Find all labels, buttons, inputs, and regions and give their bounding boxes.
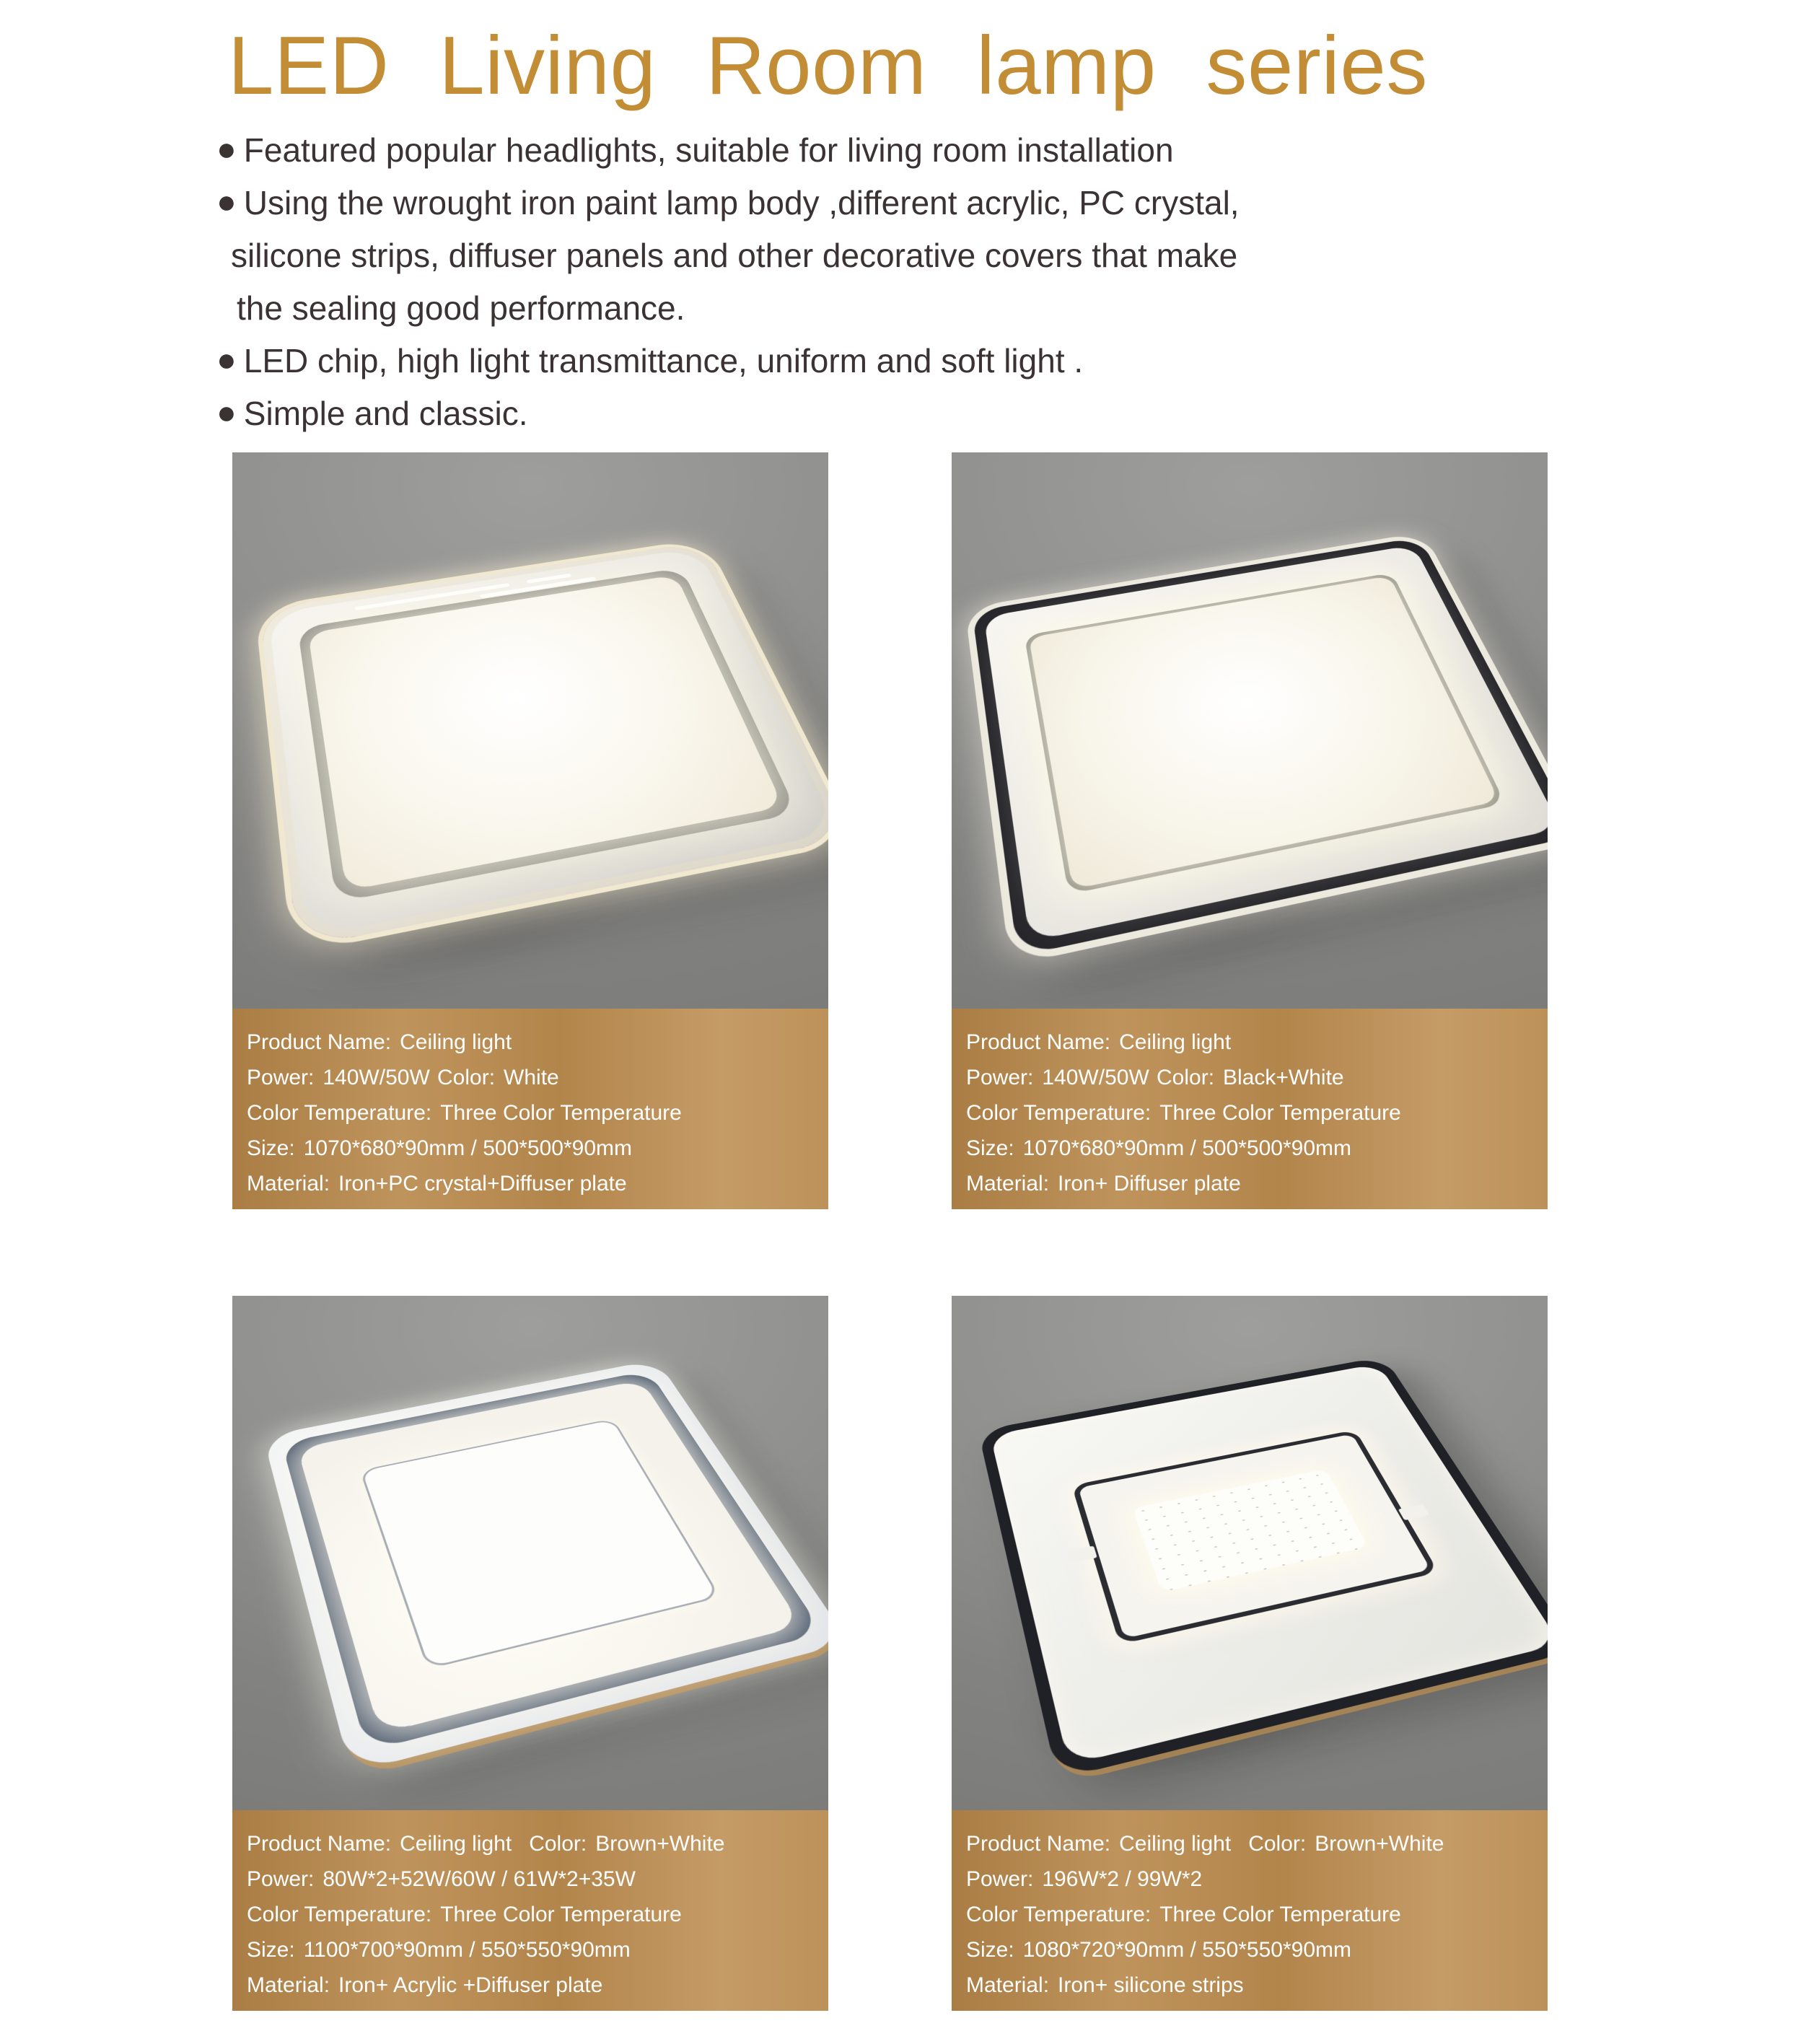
spec-label: Size: (247, 1938, 295, 1962)
spec-row (966, 1897, 1538, 1932)
feature-item-continuation (216, 229, 1558, 282)
spec-value: Brown+White (595, 1832, 725, 1856)
spec-row (966, 1166, 1538, 1201)
spec-value: Three Color Temperature (1159, 1101, 1401, 1125)
spec-row (247, 1826, 818, 1861)
feature-list (216, 124, 1558, 440)
spec-row (966, 1095, 1538, 1131)
bullet-icon: ● (216, 393, 237, 431)
bullet-icon: ● (216, 341, 237, 378)
feature-item (216, 387, 1558, 440)
spec-row (966, 1826, 1538, 1861)
feature-item-continuation (216, 282, 1558, 335)
spec-row (247, 1095, 818, 1131)
spec-row (966, 1968, 1538, 2003)
spec-label: Power: (966, 1066, 1034, 1089)
spec-row (247, 1025, 818, 1060)
spec-label: Color: (437, 1066, 496, 1089)
spec-label: Material: (966, 1973, 1050, 1997)
bullet-icon: ● (216, 130, 237, 167)
product-photo-3 (232, 1296, 828, 1810)
spec-value: Black+White (1223, 1066, 1344, 1089)
spec-row (247, 1861, 818, 1897)
lamp-scene (952, 1296, 1548, 1810)
product-photo-2 (952, 452, 1548, 1009)
spec-label: Product Name: (966, 1832, 1111, 1856)
spec-label: Color Temperature: (247, 1903, 432, 1926)
lamp-scene (232, 452, 828, 1009)
lamp-scene (232, 1296, 828, 1810)
spec-label: Color: (1248, 1832, 1307, 1856)
page-title: LED Living Room lamp series (228, 20, 1428, 112)
feature-text: LED chip, high light transmittance, uniform and soft light . (243, 342, 1084, 380)
spec-value: Ceiling light (1119, 1832, 1232, 1856)
spec-label: Size: (247, 1136, 295, 1160)
spec-value: White (504, 1066, 559, 1089)
spec-label: Material: (247, 1172, 330, 1196)
spec-row (966, 1932, 1538, 1968)
spec-value: Iron+ silicone strips (1058, 1973, 1244, 1997)
spec-row (247, 1897, 818, 1932)
spec-label: Color: (1157, 1066, 1215, 1089)
spec-value: Three Color Temperature (440, 1101, 682, 1125)
spec-label: Product Name: (966, 1030, 1111, 1054)
spec-row (966, 1861, 1538, 1897)
spec-value: 1070*680*90mm / 500*500*90mm (303, 1136, 633, 1160)
spec-value: Three Color Temperature (1159, 1903, 1401, 1926)
feature-item (216, 335, 1558, 387)
spec-row (966, 1131, 1538, 1166)
spec-row (247, 1060, 818, 1095)
spec-value: Brown+White (1315, 1832, 1444, 1856)
product-photo-4 (952, 1296, 1548, 1810)
spec-value: 80W*2+52W/60W / 61W*2+35W (323, 1867, 636, 1891)
spec-panel-1 (232, 1009, 828, 1209)
spec-panel-3 (232, 1810, 828, 2011)
bullet-icon: ● (216, 183, 237, 220)
spec-label: Material: (966, 1172, 1050, 1196)
product-photo-1 (232, 452, 828, 1009)
spec-label: Color Temperature: (966, 1903, 1152, 1926)
ceiling-lamp-illustration-1 (260, 541, 828, 948)
spec-label: Power: (247, 1867, 315, 1891)
spec-label: Color Temperature: (966, 1101, 1152, 1125)
ceiling-lamp-illustration-4 (978, 1356, 1548, 1778)
spec-panel-4 (952, 1810, 1548, 2011)
spec-value: 1100*700*90mm / 550*550*90mm (303, 1938, 631, 1962)
spec-row (247, 1968, 818, 2003)
feature-text: Featured popular headlights, suitable for living room installation (243, 131, 1174, 169)
spec-label: Material: (247, 1973, 330, 1997)
spec-row (966, 1025, 1538, 1060)
spec-label: Product Name: (247, 1832, 392, 1856)
spec-label: Product Name: (247, 1030, 392, 1054)
spec-value: Three Color Temperature (440, 1903, 682, 1926)
spec-value: Ceiling light (400, 1832, 512, 1856)
spec-value: 140W/50W (1042, 1066, 1149, 1089)
feature-item (216, 177, 1558, 229)
spec-label: Size: (966, 1938, 1014, 1962)
spec-value: Ceiling light (1119, 1030, 1232, 1054)
feature-text: the sealing good performance. (237, 289, 685, 327)
spec-value: 1070*680*90mm / 500*500*90mm (1022, 1136, 1352, 1160)
spec-label: Size: (966, 1136, 1014, 1160)
feature-text: Simple and classic. (243, 395, 528, 432)
spec-label: Color: (529, 1832, 587, 1856)
spec-row (966, 1060, 1538, 1095)
spec-panel-2 (952, 1009, 1548, 1209)
ceiling-lamp-illustration-2 (972, 537, 1548, 956)
feature-item (216, 124, 1558, 177)
spec-label: Power: (247, 1066, 315, 1089)
spec-label: Power: (966, 1867, 1034, 1891)
spec-value: 196W*2 / 99W*2 (1042, 1867, 1203, 1891)
spec-row (247, 1932, 818, 1968)
spec-value: Iron+ Diffuser plate (1058, 1172, 1241, 1196)
spec-value: Ceiling light (400, 1030, 512, 1054)
spec-row (247, 1166, 818, 1201)
spec-row (247, 1131, 818, 1166)
ceiling-lamp-illustration-3 (263, 1359, 828, 1773)
spec-value: 1080*720*90mm / 550*550*90mm (1022, 1938, 1352, 1962)
lamp-scene (952, 452, 1548, 1009)
spec-value: Iron+ Acrylic +Diffuser plate (338, 1973, 603, 1997)
spec-value: Iron+PC crystal+Diffuser plate (338, 1172, 627, 1196)
spec-label: Color Temperature: (247, 1101, 432, 1125)
spec-value: 140W/50W (323, 1066, 430, 1089)
feature-text: silicone strips, diffuser panels and other decorative covers that make (231, 237, 1238, 274)
feature-text: Using the wrought iron paint lamp body ,different acrylic, PC crystal, (243, 184, 1240, 221)
